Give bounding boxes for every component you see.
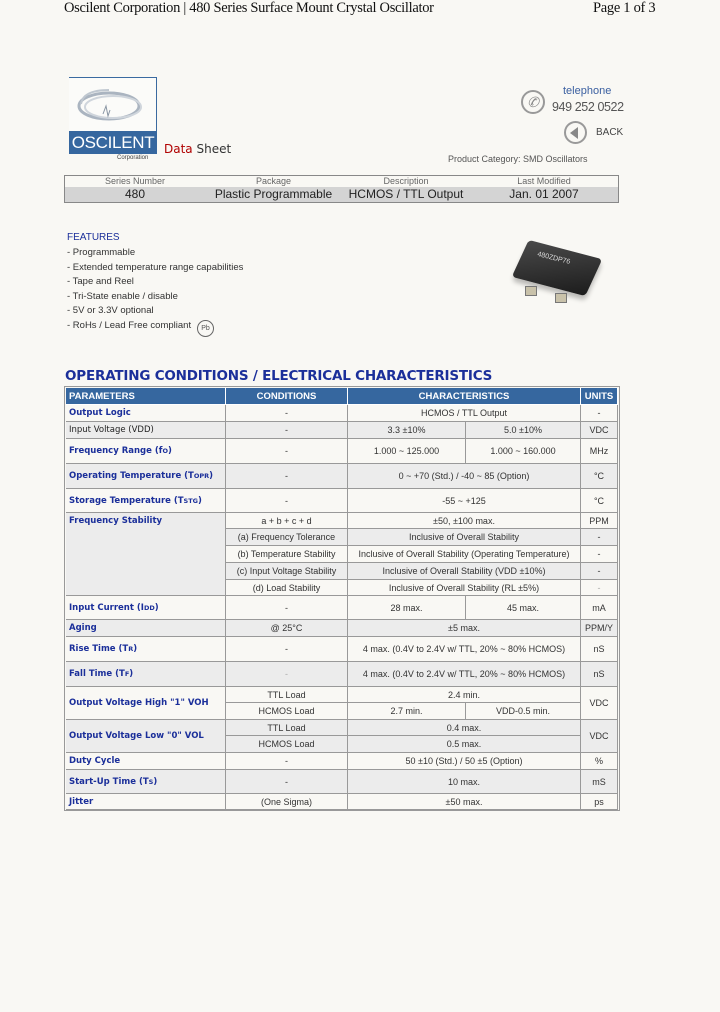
column-header-characteristics: CHARACTERISTICS	[348, 388, 581, 405]
page-indicator: Page 1 of 3	[593, 0, 656, 16]
logo-ring-graphic	[69, 77, 157, 132]
oscilent-logo	[69, 77, 157, 163]
param-output-voltage-high: Output Voltage High "1" VOH	[66, 687, 226, 720]
param-output-logic: Output Logic	[66, 405, 226, 422]
chip-pad	[525, 286, 537, 296]
section-title: OPERATING CONDITIONS / ELECTRICAL CHARACTERISTICS	[65, 368, 493, 384]
param-frequency-range: Frequency Range (f O )	[66, 439, 226, 464]
document-title: Oscilent Corporation | 480 Series Surface Mount Crystal Oscillator	[64, 0, 434, 16]
back-link[interactable]: BACK	[596, 127, 624, 138]
feature-item: - 5V or 3.3V optional	[67, 305, 154, 316]
param-aging: Aging	[66, 620, 226, 637]
feature-item: - Extended temperature range capabilities	[67, 261, 244, 273]
chip-pad	[555, 293, 567, 303]
phone-icon: ✆	[521, 90, 545, 114]
feature-item: - RoHs / Lead Free compliant	[67, 319, 192, 331]
param-jitter: Jitter	[66, 794, 226, 810]
column-header-parameters: PARAMETERS	[66, 388, 226, 405]
product-image	[505, 243, 605, 303]
param-input-current: Input Current (I DD )	[66, 596, 226, 620]
logo-text: OSCILENT	[69, 131, 157, 154]
summary-table	[64, 175, 619, 203]
summary-value-row	[65, 187, 618, 202]
param-input-voltage: Input Voltage (VDD)	[66, 422, 226, 439]
param-fall-time: Fall Time (T F )	[66, 662, 226, 687]
product-category: Product Category: SMD Oscillators	[448, 154, 588, 164]
feature-item: - Programmable	[67, 247, 136, 258]
package: Plastic Programmable	[214, 187, 333, 201]
param-rise-time: Rise Time (T R )	[66, 637, 226, 662]
logo-subtext: Corporation	[117, 155, 149, 161]
param-output-voltage-low: Output Voltage Low "0" VOL	[66, 720, 226, 753]
param-startup-time: Start-Up Time (T S )	[66, 770, 226, 794]
lead-free-icon: Pb	[197, 320, 214, 337]
features-list	[67, 232, 243, 333]
last-modified: Jan. 01 2007	[509, 187, 579, 201]
back-arrow-icon[interactable]	[564, 121, 587, 144]
param-frequency-stability: Frequency Stability	[66, 513, 226, 596]
feature-item: - Tape and Reel	[67, 276, 134, 287]
column-header-conditions: CONDITIONS	[226, 388, 348, 405]
column-header-units: UNITS	[581, 388, 618, 405]
series-number: 480	[124, 187, 146, 201]
param-operating-temperature: Operating Temperature (T OPR )	[66, 464, 226, 489]
chip-marking: 480ZDP76	[536, 251, 571, 266]
features-heading: FEATURES	[67, 232, 120, 243]
description: HCMOS / TTL Output	[348, 187, 464, 201]
doc-type-label: Data Sheet	[164, 142, 232, 156]
param-duty-cycle: Duty Cycle	[66, 753, 226, 770]
feature-item: - Tri-State enable / disable	[67, 290, 178, 302]
document-header	[0, 0, 720, 20]
telephone-label: telephone	[563, 85, 612, 97]
summary-header-row: Series Number Package Description Last Modified	[65, 176, 618, 187]
param-storage-temperature: Storage Temperature (T STG )	[66, 489, 226, 513]
telephone-number: 949 252 0522	[552, 100, 624, 114]
spec-table: PARAMETERS CONDITIONS CHARACTERISTICS UNITS Output Logic - HCMOS / TTL Output - Input Voltage (VDD) - 3.3 ±10% 5.0 ±10% VDC Frequency Range (f O ) - 1.000 ~ 125.000 1.000 ~ 160.000 MHz Operating Temperature (T OPR ) - 0 ~ +70 (Std.) / -40 ~ 85 (Option) °C Storage Temperature (T STG ) - -55 ~ +125 °C Frequency Stability a + b + c + d ±50, ±100 max. PPM (a) Frequency Tolerance Inclusive of Overall Stability - (b) Temperature Stability Inclusive of Overall Stability (Operating Temperature) - (c) Input Voltage Stability Inclusive of Overall Stability (VDD ±10%) - (d) Load Stability Inclusive of Overall Stability (RL ±5%) - Input Current (I DD ) - 28 max. 45 max. mA Aging @ 25°C ±5 max. PPM/Y Rise Time (T R ) - 4 max. (0.4V to 2.4V w/ TTL, 20% ~ 80% HCMOS) nS Fall Time (T F ) - 4 max. (0.4V to 2.4V w/ TTL, 20% ~ 80% HCMOS) nS Output Voltage High "1" VOH TTL Load 2.4 min. HCMOS Load 2.7 min. VDD-0.5 min. VDC Output Voltage Low "0" VOL TTL Load 0.4 max. HCMOS Load 0.5 max. VDC Duty Cycle - 50 ±10 (Std.) / 50 ±5 (Option) % Start-Up Time (T S ) - 10 max. mS Jitter (One Sigma) ±50 max. ps	[64, 386, 620, 811]
